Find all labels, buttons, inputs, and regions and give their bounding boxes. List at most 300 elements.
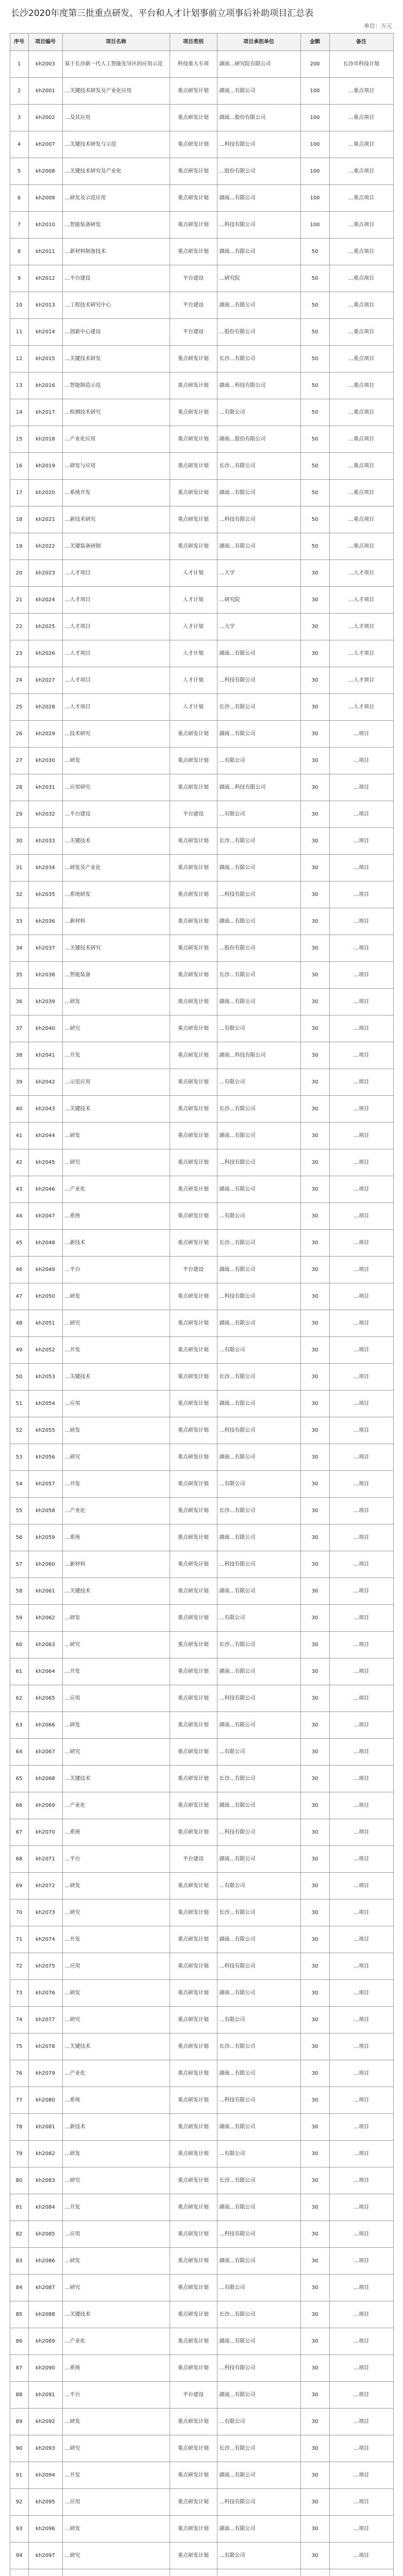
- row-category: 重点研发计划: [170, 1069, 217, 1096]
- row-code: kh2026: [28, 640, 62, 667]
- row-category: 重点研发计划: [170, 908, 217, 935]
- row-code: kh2061: [28, 1578, 62, 1605]
- row-project-name: …关键技术: [62, 1578, 170, 1605]
- row-category: 平台建设: [170, 319, 217, 346]
- row-remark: …项目: [329, 2114, 393, 2141]
- table-row: [10, 1149, 393, 1176]
- row-organization: …科技有限公司: [217, 1953, 300, 1980]
- row-organization: …有限公司: [217, 1015, 300, 1042]
- row-remark: …项目: [329, 1283, 393, 1310]
- row-category: 重点研发计划: [170, 1685, 217, 1712]
- row-category: 人才计划: [170, 640, 217, 667]
- row-index: 64: [10, 1739, 28, 1766]
- table-row: [10, 2033, 393, 2060]
- row-category: 重点研发计划: [170, 1980, 217, 2007]
- row-project-name: …研究: [62, 2007, 170, 2033]
- row-code: kh2087: [28, 2275, 62, 2301]
- table-row: [10, 1524, 393, 1551]
- row-organization: …科技有限公司: [217, 1551, 300, 1578]
- row-index: 37: [10, 1015, 28, 1042]
- row-category: 重点研发计划: [170, 855, 217, 882]
- row-remark: …项目: [329, 1149, 393, 1176]
- table-row: [10, 828, 393, 855]
- row-category: 重点研发计划: [170, 1230, 217, 1257]
- row-code: kh2017: [28, 399, 62, 426]
- row-code: kh2056: [28, 1444, 62, 1471]
- row-project-name: …研究: [62, 1444, 170, 1471]
- row-organization: 湖南…有限公司: [217, 1846, 300, 1873]
- row-index: 67: [10, 1819, 28, 1846]
- row-index: 20: [10, 560, 28, 587]
- row-organization: 湖南…科技有限公司: [217, 372, 300, 399]
- table-row: [10, 2141, 393, 2167]
- row-organization: 长沙…有限公司: [217, 2435, 300, 2462]
- table-row: [10, 1417, 393, 1444]
- row-amount: 30: [300, 1792, 329, 1819]
- row-index: 75: [10, 2033, 28, 2060]
- row-remark: …重点项目: [329, 158, 393, 185]
- row-organization: …有限公司: [217, 801, 300, 828]
- row-organization: …科技有限公司: [217, 2087, 300, 2114]
- row-remark: …项目: [329, 1498, 393, 1524]
- row-remark: …项目: [329, 748, 393, 774]
- row-category: 重点研发计划: [170, 2516, 217, 2543]
- row-code: kh2093: [28, 2435, 62, 2462]
- row-code: kh2011: [28, 239, 62, 265]
- row-category: 重点研发计划: [170, 1819, 217, 1846]
- row-organization: …科技有限公司: [217, 1283, 300, 1310]
- row-category: 重点研发计划: [170, 1471, 217, 1498]
- row-amount: 30: [300, 1444, 329, 1471]
- row-remark: …重点项目: [329, 453, 393, 480]
- row-code: kh2078: [28, 2033, 62, 2060]
- row-remark: …项目: [329, 2435, 393, 2462]
- row-code: kh2003: [28, 51, 62, 78]
- row-code: kh2025: [28, 614, 62, 640]
- row-remark: …项目: [329, 1605, 393, 1632]
- row-index: 73: [10, 1980, 28, 2007]
- table-row: [10, 1283, 393, 1310]
- row-project-name: …关键技术研究: [62, 935, 170, 962]
- row-amount: 100: [300, 185, 329, 212]
- row-index: 74: [10, 2007, 28, 2033]
- row-amount: 30: [300, 1900, 329, 1926]
- row-remark: …项目: [329, 855, 393, 882]
- row-organization: 湖南…有限公司: [217, 78, 300, 105]
- row-amount: 30: [300, 2301, 329, 2328]
- row-code: kh2090: [28, 2355, 62, 2382]
- row-project-name: …研发: [62, 1712, 170, 1739]
- row-project-name: …产业化: [62, 1176, 170, 1203]
- table-row: [10, 2167, 393, 2194]
- row-index: 31: [10, 855, 28, 882]
- row-code: kh2094: [28, 2462, 62, 2489]
- row-project-name: …研究: [62, 1310, 170, 1337]
- row-organization: 湖南…有限公司: [217, 1712, 300, 1739]
- row-project-name: …研发: [62, 1123, 170, 1149]
- table-row: [10, 480, 393, 506]
- table-row: [10, 614, 393, 640]
- row-organization: 湖南…有限公司: [217, 855, 300, 882]
- row-amount: 50: [300, 426, 329, 453]
- row-amount: 30: [300, 1364, 329, 1391]
- row-remark: …项目: [329, 2409, 393, 2435]
- row-index: 27: [10, 748, 28, 774]
- row-project-name: …产业化: [62, 1792, 170, 1819]
- row-index: 30: [10, 828, 28, 855]
- row-index: 42: [10, 1149, 28, 1176]
- row-category: 重点研发计划: [170, 372, 217, 399]
- row-organization: …有限公司: [217, 1337, 300, 1364]
- row-index: 1: [10, 51, 28, 78]
- row-index: [10, 2569, 28, 2576]
- row-remark: …重点项目: [329, 372, 393, 399]
- row-remark: …项目: [329, 1364, 393, 1391]
- row-organization: 长沙…有限公司: [217, 2167, 300, 2194]
- row-project-name: …研发与应用: [62, 453, 170, 480]
- row-remark: …项目: [329, 1123, 393, 1149]
- row-project-name: …系统: [62, 1524, 170, 1551]
- row-index: 46: [10, 1257, 28, 1283]
- table-row: [10, 801, 393, 828]
- row-code: kh2031: [28, 774, 62, 801]
- row-project-name: …应用: [62, 2221, 170, 2248]
- row-amount: 200: [300, 51, 329, 78]
- table-row: [10, 319, 393, 346]
- row-code: kh2064: [28, 1658, 62, 1685]
- row-organization: …科技有限公司: [217, 1149, 300, 1176]
- row-index: 69: [10, 1873, 28, 1900]
- row-index: 13: [10, 372, 28, 399]
- row-remark: …重点项目: [329, 239, 393, 265]
- row-organization: …有限公司: [217, 399, 300, 426]
- row-amount: 30: [300, 1766, 329, 1792]
- row-project-name: …人才项目: [62, 587, 170, 614]
- row-index: 68: [10, 1846, 28, 1873]
- row-amount: 30: [300, 1096, 329, 1123]
- row-category: 重点研发计划: [170, 2087, 217, 2114]
- row-project-name: …系统: [62, 2087, 170, 2114]
- row-category: 重点研发计划: [170, 721, 217, 748]
- row-index: 8: [10, 239, 28, 265]
- table-row: [10, 533, 393, 560]
- row-code: kh2058: [28, 1498, 62, 1524]
- row-category: 重点研发计划: [170, 2435, 217, 2462]
- row-remark: …项目: [329, 2167, 393, 2194]
- row-index: 52: [10, 1417, 28, 1444]
- row-remark: …重点项目: [329, 292, 393, 319]
- row-organization: …科技有限公司: [217, 1417, 300, 1444]
- table-row: [10, 2328, 393, 2355]
- row-index: 71: [10, 1926, 28, 1953]
- row-index: 24: [10, 667, 28, 694]
- unit-label: 单位：万元: [364, 23, 392, 29]
- row-index: 70: [10, 1900, 28, 1926]
- row-organization: 湖南…有限公司: [217, 640, 300, 667]
- table-row: [10, 1015, 393, 1042]
- table-row: [10, 2489, 393, 2516]
- row-organization: 湖南…股份有限公司: [217, 105, 300, 131]
- row-index: 4: [10, 131, 28, 158]
- row-amount: 30: [300, 1632, 329, 1658]
- row-category: 平台建设: [170, 1257, 217, 1283]
- row-remark: …项目: [329, 1069, 393, 1096]
- row-project-name: …平台: [62, 1257, 170, 1283]
- row-code: kh2014: [28, 319, 62, 346]
- col-header-amount: 金额: [300, 33, 329, 51]
- row-project-name: …关键技术: [62, 2301, 170, 2328]
- row-category: 重点研发计划: [170, 426, 217, 453]
- row-category: 重点研发计划: [170, 78, 217, 105]
- row-amount: 30: [300, 2435, 329, 2462]
- row-code: kh2066: [28, 1712, 62, 1739]
- row-index: 2: [10, 78, 28, 105]
- row-amount: 30: [300, 1257, 329, 1283]
- row-index: 58: [10, 1578, 28, 1605]
- row-amount: 30: [300, 1551, 329, 1578]
- row-code: kh2054: [28, 1391, 62, 1417]
- row-code: kh2027: [28, 667, 62, 694]
- row-organization: 湖南…有限公司: [217, 1980, 300, 2007]
- table-row: [10, 1873, 393, 1900]
- row-amount: 30: [300, 908, 329, 935]
- row-remark: …重点项目: [329, 533, 393, 560]
- row-remark: …人才项目: [329, 560, 393, 587]
- row-organization: 湖南…有限公司: [217, 2328, 300, 2355]
- row-organization: …大学: [217, 560, 300, 587]
- row-index: 78: [10, 2114, 28, 2141]
- row-amount: 30: [300, 2543, 329, 2569]
- row-project-name: …新材料: [62, 908, 170, 935]
- row-remark: …项目: [329, 1685, 393, 1712]
- row-code: kh2040: [28, 1015, 62, 1042]
- row-project-name: …研发: [62, 2409, 170, 2435]
- row-code: kh2042: [28, 1069, 62, 1096]
- row-index: 11: [10, 319, 28, 346]
- row-code: kh2029: [28, 721, 62, 748]
- row-index: 14: [10, 399, 28, 426]
- row-project-name: …关键技术研究及产业化: [62, 158, 170, 185]
- row-amount: 30: [300, 1417, 329, 1444]
- table-row: [10, 667, 393, 694]
- row-remark: …项目: [329, 2141, 393, 2167]
- row-category: 重点研发计划: [170, 2355, 217, 2382]
- row-code: kh2033: [28, 828, 62, 855]
- row-category: 平台建设: [170, 265, 217, 292]
- table-row: [10, 239, 393, 265]
- row-remark: …人才项目: [329, 587, 393, 614]
- row-project-name: …研发: [62, 1605, 170, 1632]
- row-index: 21: [10, 587, 28, 614]
- row-remark: …重点项目: [329, 426, 393, 453]
- row-category: 重点研发计划: [170, 1524, 217, 1551]
- row-code: kh2086: [28, 2248, 62, 2275]
- row-amount: 30: [300, 1926, 329, 1953]
- row-code: kh2072: [28, 1873, 62, 1900]
- row-amount: 30: [300, 748, 329, 774]
- row-organization: 湖南…有限公司: [217, 2516, 300, 2543]
- row-organization: 湖南…有限公司: [217, 1123, 300, 1149]
- row-remark: …项目: [329, 721, 393, 748]
- row-code: kh2030: [28, 748, 62, 774]
- row-project-name: …创新中心建设: [62, 319, 170, 346]
- row-category: 重点研发计划: [170, 506, 217, 533]
- row-project-name: …人才项目: [62, 560, 170, 587]
- table-row: [10, 346, 393, 372]
- row-category: 重点研发计划: [170, 533, 217, 560]
- row-category: 重点研发计划: [170, 1337, 217, 1364]
- row-organization: 湖南…有限公司: [217, 2194, 300, 2221]
- row-category: 重点研发计划: [170, 1149, 217, 1176]
- row-amount: 30: [300, 694, 329, 721]
- row-code: kh2049: [28, 1257, 62, 1283]
- row-code: kh2088: [28, 2301, 62, 2328]
- row-organization: 湖南…科技有限公司: [217, 774, 300, 801]
- row-code: kh2036: [28, 908, 62, 935]
- row-code: kh2037: [28, 935, 62, 962]
- row-amount: 30: [300, 2087, 329, 2114]
- row-remark: …人才项目: [329, 667, 393, 694]
- row-organization: …科技有限公司: [217, 1819, 300, 1846]
- row-category: 重点研发计划: [170, 2033, 217, 2060]
- row-amount: 50: [300, 506, 329, 533]
- row-category: 重点研发计划: [170, 962, 217, 989]
- table-row: [10, 1605, 393, 1632]
- table-row: [10, 1257, 393, 1283]
- row-organization: 长沙…有限公司: [217, 1900, 300, 1926]
- row-amount: 50: [300, 239, 329, 265]
- row-remark: …项目: [329, 1471, 393, 1498]
- row-remark: …项目: [329, 1096, 393, 1123]
- row-amount: 30: [300, 1471, 329, 1498]
- row-organization: 湖南…有限公司: [217, 2462, 300, 2489]
- row-category: 人才计划: [170, 694, 217, 721]
- table-row: [10, 1551, 393, 1578]
- row-amount: 100: [300, 212, 329, 239]
- col-header-code: 项目编号: [28, 33, 62, 51]
- row-index: 32: [10, 882, 28, 908]
- row-organization: 湖南…有限公司: [217, 2382, 300, 2409]
- row-project-name: …系统研发: [62, 882, 170, 908]
- row-remark: …项目: [329, 989, 393, 1015]
- row-remark: …重点项目: [329, 105, 393, 131]
- row-organization: …科技有限公司: [217, 2221, 300, 2248]
- row-category: [170, 2569, 217, 2576]
- row-organization: …科技有限公司: [217, 131, 300, 158]
- row-amount: 30: [300, 1953, 329, 1980]
- row-index: 26: [10, 721, 28, 748]
- row-category: 重点研发计划: [170, 239, 217, 265]
- row-code: kh2010: [28, 212, 62, 239]
- row-index: 93: [10, 2516, 28, 2543]
- table-body: [10, 51, 393, 2576]
- row-amount: 30: [300, 721, 329, 748]
- row-amount: 30: [300, 1337, 329, 1364]
- row-code: kh2069: [28, 1792, 62, 1819]
- row-amount: 100: [300, 131, 329, 158]
- row-remark: …项目: [329, 1524, 393, 1551]
- table-row: [10, 426, 393, 453]
- table-row: [10, 2007, 393, 2033]
- row-organization: 湖南…有限公司: [217, 1578, 300, 1605]
- row-index: 87: [10, 2355, 28, 2382]
- row-code: kh2083: [28, 2167, 62, 2194]
- row-code: kh2013: [28, 292, 62, 319]
- row-index: 83: [10, 2248, 28, 2275]
- table-row: [10, 2248, 393, 2275]
- row-organization: 湖南…有限公司: [217, 721, 300, 748]
- row-code: kh2057: [28, 1471, 62, 1498]
- row-category: 重点研发计划: [170, 453, 217, 480]
- row-project-name: …研发: [62, 748, 170, 774]
- row-project-name: …关键技术研发与示范: [62, 131, 170, 158]
- row-organization: 湖南…有限公司: [217, 1444, 300, 1471]
- col-header-category: 项目类别: [170, 33, 217, 51]
- table-row: [10, 1310, 393, 1337]
- row-index: 12: [10, 346, 28, 372]
- row-code: kh2096: [28, 2516, 62, 2543]
- row-remark: …项目: [329, 1015, 393, 1042]
- row-remark: …项目: [329, 1176, 393, 1203]
- table-row: [10, 372, 393, 399]
- row-amount: 30: [300, 1712, 329, 1739]
- table-row: [10, 1337, 393, 1364]
- row-category: 重点研发计划: [170, 185, 217, 212]
- row-organization: 长沙…有限公司: [217, 453, 300, 480]
- row-code: kh2007: [28, 131, 62, 158]
- row-category: 重点研发计划: [170, 1953, 217, 1980]
- row-remark: …项目: [329, 1766, 393, 1792]
- row-organization: 湖南…有限公司: [217, 1176, 300, 1203]
- table-row: [10, 721, 393, 748]
- row-index: 9: [10, 265, 28, 292]
- row-remark: …项目: [329, 1953, 393, 1980]
- row-index: 18: [10, 506, 28, 533]
- row-category: 重点研发计划: [170, 2275, 217, 2301]
- row-organization: 湖南…有限公司: [217, 989, 300, 1015]
- table-row: [10, 774, 393, 801]
- row-category: 重点研发计划: [170, 480, 217, 506]
- row-category: 重点研发计划: [170, 1176, 217, 1203]
- row-project-name: …智能装备研发: [62, 212, 170, 239]
- row-code: kh2081: [28, 2114, 62, 2141]
- row-category: 重点研发计划: [170, 1417, 217, 1444]
- table-row: [10, 265, 393, 292]
- row-category: 重点研发计划: [170, 1632, 217, 1658]
- row-project-name: …系统: [62, 1203, 170, 1230]
- row-organization: …有限公司: [217, 2543, 300, 2569]
- row-organization: …研究院: [217, 587, 300, 614]
- row-index: 76: [10, 2060, 28, 2087]
- row-code: kh2019: [28, 453, 62, 480]
- row-code: kh2002: [28, 105, 62, 131]
- row-amount: 50: [300, 265, 329, 292]
- table-row: [10, 1953, 393, 1980]
- row-project-name: …人才项目: [62, 614, 170, 640]
- row-remark: …项目: [329, 2489, 393, 2516]
- row-code: kh2022: [28, 533, 62, 560]
- row-remark: …人才项目: [329, 694, 393, 721]
- row-project-name: …开发: [62, 1042, 170, 1069]
- row-index: 19: [10, 533, 28, 560]
- table-row: [10, 51, 393, 78]
- row-code: kh2080: [28, 2087, 62, 2114]
- row-amount: 30: [300, 1498, 329, 1524]
- row-index: 44: [10, 1203, 28, 1230]
- table-row: [10, 105, 393, 131]
- row-remark: …项目: [329, 1444, 393, 1471]
- row-organization: …股份有限公司: [217, 319, 300, 346]
